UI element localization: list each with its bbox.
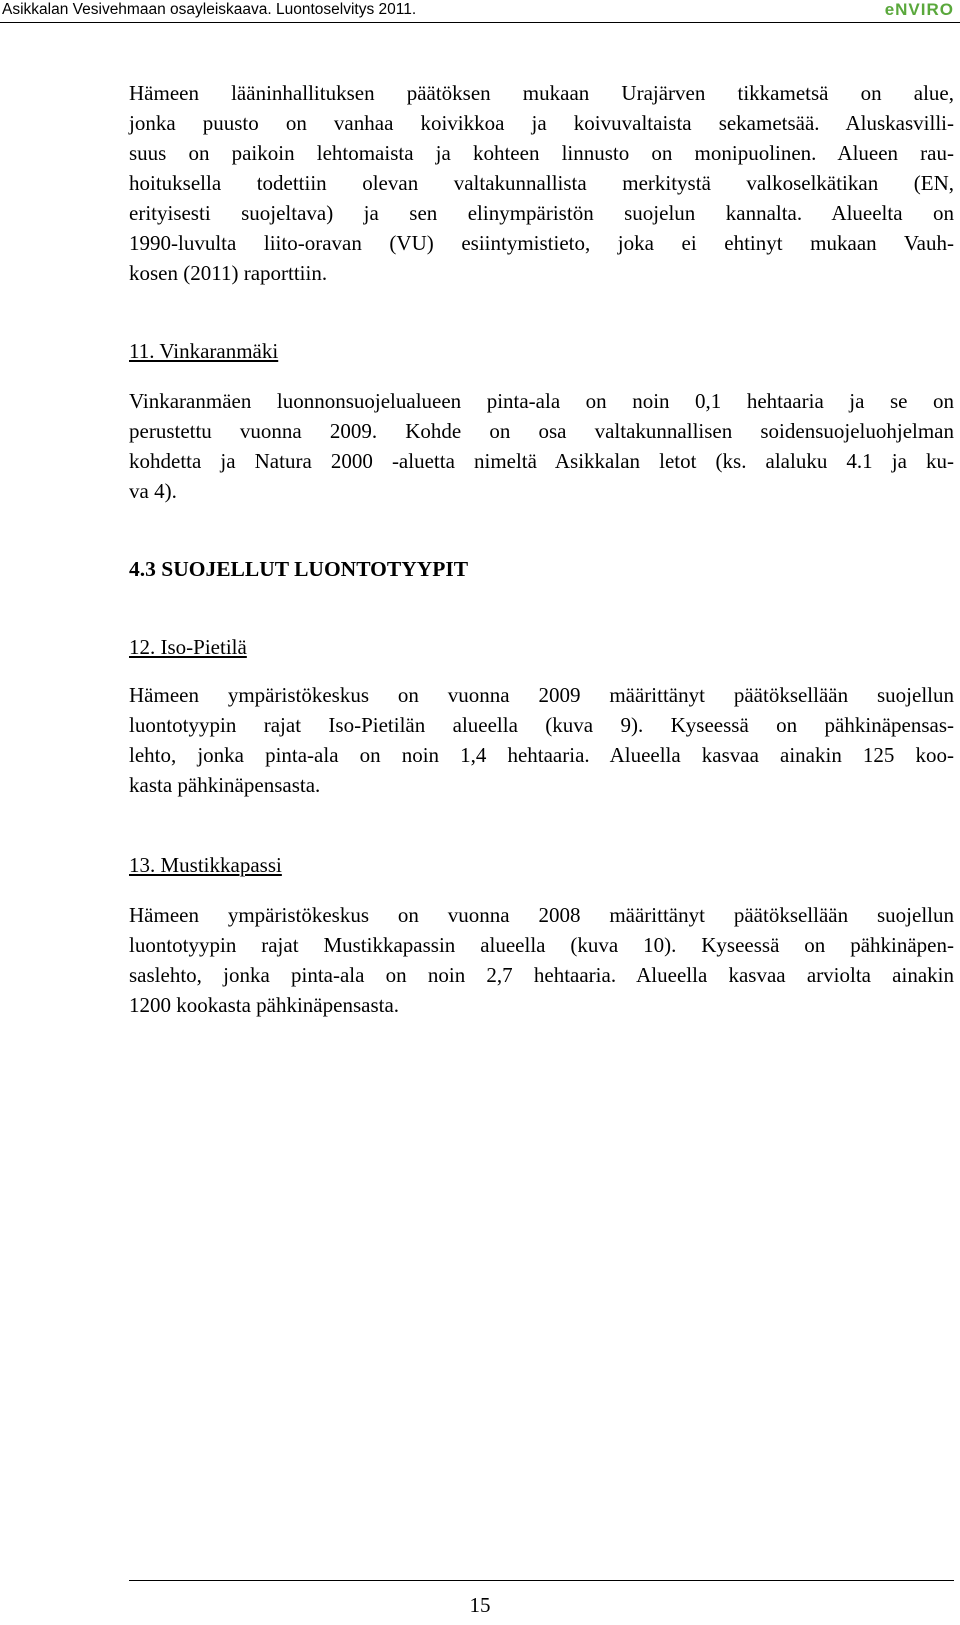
intro-paragraph [129, 78, 954, 288]
text-line: hoituksella todettiin olevan valtakunnallista merkitystä valkoselkätikan (EN, [129, 171, 954, 195]
section-heading-4-3: 4.3 SUOJELLUT LUONTOTYYPIT [129, 557, 469, 581]
document-title: Asikkalan Vesivehmaan osayleiskaava. Luontoselvitys 2011. [2, 1, 417, 18]
text-line: kosen (2011) raporttiin. [129, 261, 328, 285]
text-line: jonka puusto on vanhaa koivikkoa ja koivuvaltaista sekametsää. Aluskasvilli- [129, 111, 954, 135]
page-header [0, 0, 960, 24]
footer-divider [129, 1580, 954, 1581]
text-line: Vinkaranmäen luonnonsuojelualueen pinta-ala on noin 0,1 hehtaaria ja se on [129, 389, 954, 413]
text-line: 1200 kookasta pähkinäpensasta. [129, 993, 400, 1017]
text-line: suus on paikoin lehtomaista ja kohteen linnusto on monipuolinen. Alueen rau- [129, 141, 954, 165]
mustikkapassi-paragraph [129, 900, 954, 1020]
text-line: lehto, jonka pinta-ala on noin 1,4 hehtaaria. Alueella kasvaa ainakin 125 koo- [129, 743, 954, 767]
heading-mustikkapassi: 13. Mustikkapassi [129, 853, 282, 877]
vinkaranmaki-paragraph [129, 386, 954, 506]
text-line: erityisesti suojeltava) ja sen elinympäristön suojelun kannalta. Alueelta on [129, 201, 954, 225]
text-line: va 4). [129, 479, 177, 503]
text-line: 1990-luvulta liito-oravan (VU) esiintymistieto, joka ei ehtinyt mukaan Vauh- [129, 231, 954, 255]
page-number: 15 [469, 1593, 491, 1617]
heading-vinkaranmaki: 11. Vinkaranmäki [129, 339, 279, 363]
iso-pietila-paragraph [129, 680, 954, 800]
text-line: Hämeen lääninhallituksen päätöksen mukaan Urajärven tikkametsä on alue, [129, 81, 954, 105]
heading-iso-pietila: 12. Iso-Pietilä [129, 635, 247, 659]
text-line: perustettu vuonna 2009. Kohde on osa valtakunnallisen soidensuojeluohjelman [129, 419, 954, 443]
text-line: Hämeen ympäristökeskus on vuonna 2009 määrittänyt päätöksellään suojellun [129, 683, 954, 707]
text-line: kasta pähkinäpensasta. [129, 773, 321, 797]
text-line: Hämeen ympäristökeskus on vuonna 2008 määrittänyt päätöksellään suojellun [129, 903, 954, 927]
text-line: saslehto, jonka pinta-ala on noin 2,7 hehtaaria. Alueella kasvaa arviolta ainakin [129, 963, 954, 987]
enviro-logo: eNVIRO [884, 0, 954, 19]
text-line: kohdetta ja Natura 2000 -aluetta nimeltä Asikkalan letot (ks. alaluku 4.1 ja ku- [129, 449, 954, 473]
page-body [129, 78, 954, 1020]
text-line: luontotyypin rajat Iso-Pietilän alueella (kuva 9). Kyseessä on pähkinäpensas- [129, 713, 954, 737]
text-line: luontotyypin rajat Mustikkapassin alueella (kuva 10). Kyseessä on pähkinäpen- [129, 933, 954, 957]
header-divider [0, 22, 960, 23]
